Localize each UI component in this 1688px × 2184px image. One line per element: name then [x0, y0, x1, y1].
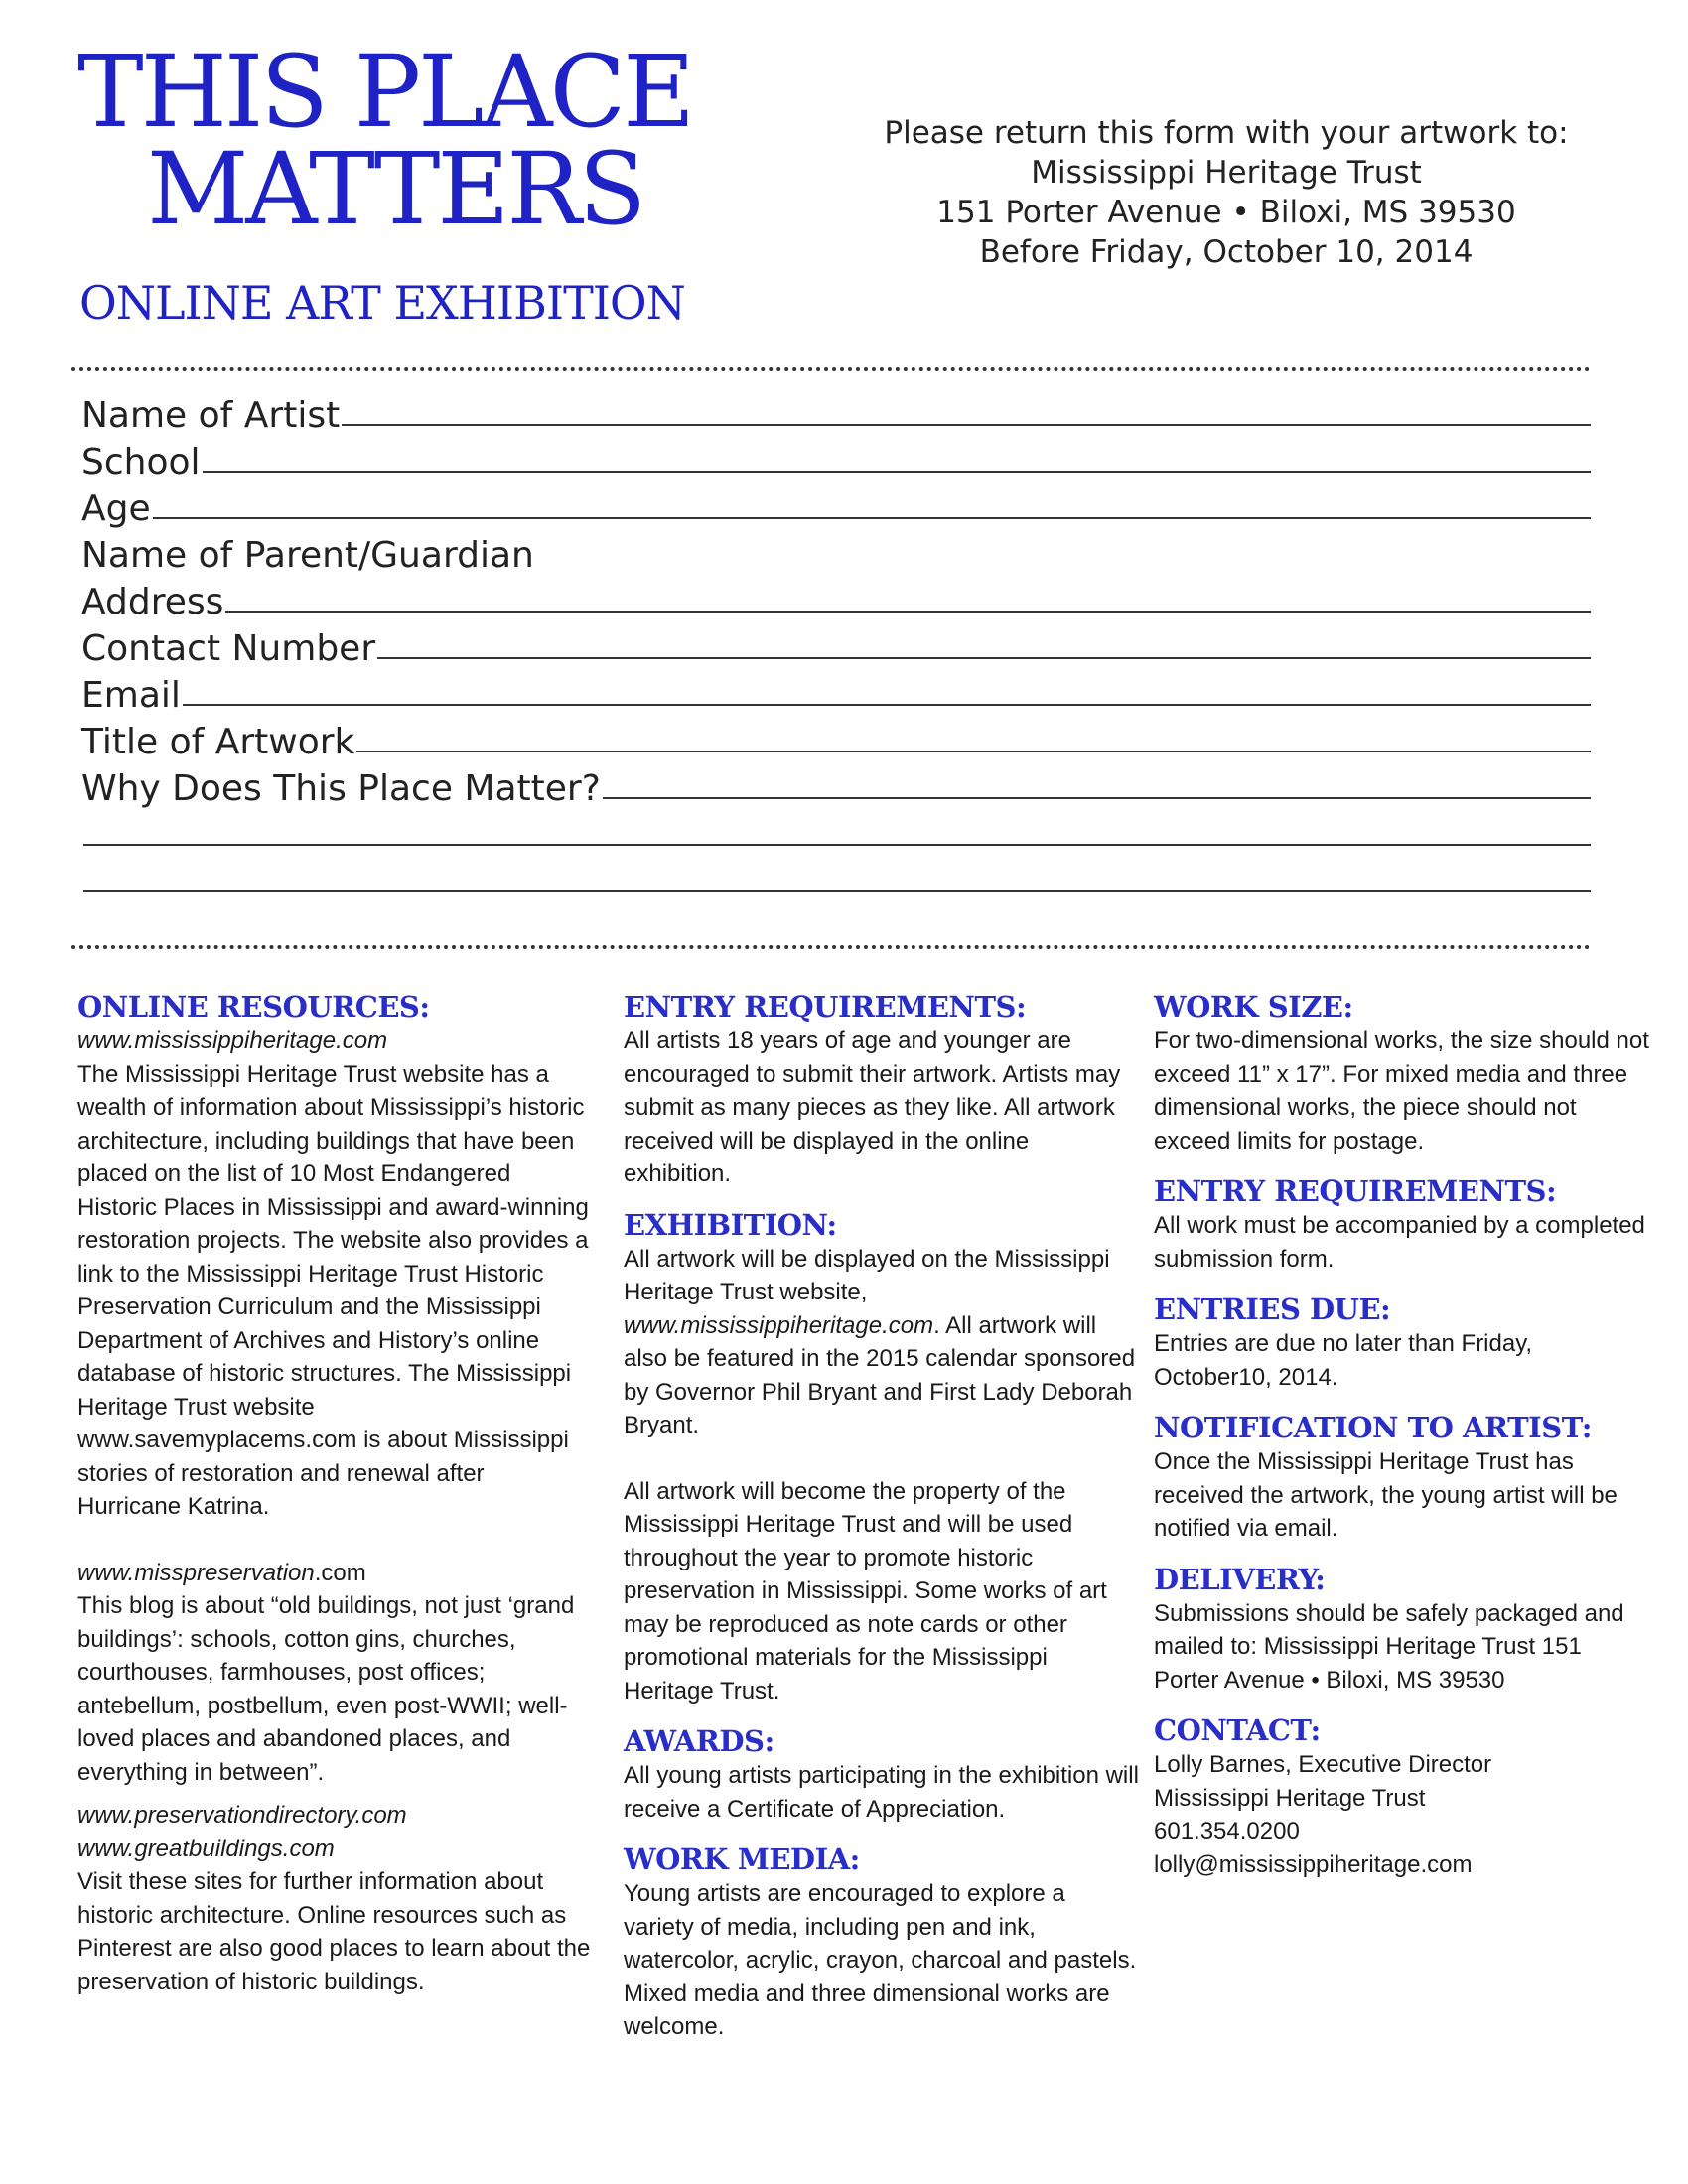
section-text: For two-dimensional works, the size should not exceed 11” x 17”. For mixed media and three dimensional works, the piece should not exceed limits for postage. [1154, 1027, 1649, 1155]
field-line[interactable] [225, 611, 1591, 613]
section-heading: NOTIFICATION TO ARTIST: [1154, 1411, 1592, 1444]
section-awards [624, 1723, 1140, 1826]
contact-org: Mississippi Heritage Trust [1154, 1784, 1426, 1812]
inline-link[interactable]: www.mississippiheritage.com [624, 1311, 934, 1339]
section-text: All work must be accompanied by a completed submission form. [1154, 1212, 1645, 1273]
field-label: Address [81, 582, 224, 622]
field-label: Title of Artwork [81, 722, 355, 762]
column-requirements [624, 989, 1140, 2060]
resource-link[interactable]: www.mississippiheritage.com [77, 1027, 388, 1054]
resource-link[interactable]: www.greatbuildings.com [77, 1835, 335, 1862]
field-line[interactable] [603, 797, 1591, 799]
field-label: School [81, 442, 201, 482]
resource-text: This blog is about “old buildings, not just ‘grand buildings’: schools, cotton gins, churches, courthouses, farmhouses, post offices; antebellum, postbellum, even post-WWII; well-loved places and abandoned places, and everything in between”. [77, 1592, 575, 1786]
field-line[interactable] [153, 517, 1591, 519]
section-text: All artwork will become the property of the Mississippi Heritage Trust and will be used throughout the year to promote historic preservation in Mississippi. Some works of art may be reproduced as note cards or other promotional materials for the Mississippi Heritage Trust. [624, 1477, 1107, 1705]
field-label: Name of Artist [81, 395, 341, 436]
section-heading: ENTRY REQUIREMENTS: [624, 990, 1027, 1024]
field-why-matter[interactable] [81, 762, 1591, 809]
section-text: Entries are due no later than Friday, October10, 2014. [1154, 1330, 1533, 1391]
section-delivery [1154, 1562, 1650, 1698]
field-address[interactable] [81, 576, 1591, 622]
page-title [77, 34, 693, 247]
dotted-divider-top [71, 367, 1591, 371]
contact-name: Lolly Barnes, Executive Director [1154, 1751, 1492, 1778]
field-label: Email [81, 675, 181, 716]
section-work-media [624, 1842, 1140, 2044]
field-why-matter-line-2[interactable] [81, 809, 1591, 856]
dotted-divider-bottom [71, 945, 1591, 949]
section-exhibition [624, 1207, 1140, 1708]
section-work-size [1154, 989, 1650, 1158]
section-heading: WORK SIZE: [1154, 990, 1353, 1024]
field-contact-number[interactable] [81, 622, 1591, 669]
resource-text: The Mississippi Heritage Trust website has a wealth of information about Mississippi’s historic architecture, including buildings that have been placed on the list of 10 Most Endangered Historic Places in Mississippi and award-winning restoration projects. The website also provides a link to the Mississippi Heritage Trust Historic Preservation Curriculum and the Mississippi Department of Archives and History’s online database of historic structures. The Mississippi Heritage Trust website www.savemyplacems.com is about Mississippi stories of restoration and renewal after Hurricane Katrina. [77, 1060, 589, 1520]
field-line[interactable] [203, 471, 1591, 473]
column-online-resources [77, 989, 594, 1998]
section-text: Young artists are encouraged to explore a variety of media, including pen and ink, watercolor, acrylic, crayon, charcoal and pastels. Mixed media and three dimensional works are welcome. [624, 1880, 1137, 2040]
section-text: All artists 18 years of age and younger are encouraged to submit their artwork. Artists may submit as many pieces as they like. All artwork received will be displayed in the online exhibition. [624, 1027, 1121, 1187]
field-line[interactable] [183, 704, 1591, 706]
section-heading: DELIVERY: [1154, 1562, 1326, 1596]
return-line: 151 Porter Avenue • Biloxi, MS 39530 [936, 195, 1516, 230]
field-age[interactable] [81, 482, 1591, 529]
title-line-1: THIS PLACE [77, 34, 693, 150]
section-heading: ENTRIES DUE: [1154, 1293, 1391, 1326]
field-label: Why Does This Place Matter? [81, 768, 601, 809]
section-heading: EXHIBITION: [624, 1207, 837, 1242]
resource-link[interactable] [77, 1557, 594, 1590]
section-heading: WORK MEDIA: [624, 1843, 860, 1876]
submission-form [81, 389, 1591, 902]
field-artwork-title[interactable] [81, 716, 1591, 762]
section-heading: ONLINE RESOURCES: [77, 990, 430, 1024]
link-italic-part[interactable]: www.misspreservation [77, 1559, 315, 1586]
section-entry-requirements [624, 989, 1140, 1191]
field-line[interactable] [83, 890, 1591, 892]
section-notification [1154, 1410, 1650, 1546]
contact-phone[interactable]: 601.354.0200 [1154, 1818, 1300, 1844]
resource-link[interactable]: www.preservationdirectory.com [77, 1802, 407, 1829]
return-line: Please return this form with your artwork to: [884, 115, 1569, 151]
field-label: Age [81, 488, 151, 529]
return-instructions [824, 113, 1628, 272]
section-heading: AWARDS: [624, 1724, 774, 1758]
field-line[interactable] [377, 657, 1591, 659]
field-label: Name of Parent/Guardian [81, 535, 534, 576]
section-text: All young artists participating in the exhibition will receive a Certificate of Appreciation. [624, 1762, 1139, 1823]
field-line[interactable] [83, 844, 1591, 846]
field-label: Contact Number [81, 628, 376, 669]
link-tail[interactable]: .com [314, 1559, 366, 1586]
resource-text: Visit these sites for further information about historic architecture. Online resources such as Pinterest are also good places to learn about the preservation of historic buildings. [77, 1868, 591, 1995]
field-line[interactable] [356, 751, 1591, 752]
return-line: Mississippi Heritage Trust [1031, 155, 1422, 191]
field-line[interactable] [342, 424, 1591, 426]
field-school[interactable] [81, 436, 1591, 482]
section-text: Once the Mississippi Heritage Trust has received the artwork, the young artist will be notified via email. [1154, 1448, 1618, 1542]
text-part: . All artwork will also be featured in the 2015 calendar sponsored by Governor Phil Bryant and First Lady Deborah Bryant. [624, 1311, 1136, 1438]
section-text [624, 1243, 1140, 1442]
return-line: Before Friday, October 10, 2014 [979, 234, 1474, 270]
section-entry-requirements [1154, 1173, 1650, 1276]
section-heading: CONTACT: [1154, 1713, 1321, 1747]
text-part: All artwork will be displayed on the Mississippi Heritage Trust website, [624, 1245, 1110, 1305]
field-parent-guardian[interactable] [81, 529, 1591, 576]
column-details [1154, 989, 1650, 1897]
contact-email[interactable]: lolly@mississippiheritage.com [1154, 1850, 1473, 1878]
section-heading: ENTRY REQUIREMENTS: [1154, 1174, 1557, 1208]
field-why-matter-line-3[interactable] [81, 856, 1591, 902]
title-line-2: MATTERS [147, 131, 644, 247]
page-subtitle: ONLINE ART EXHIBITION [79, 276, 685, 330]
field-email[interactable] [81, 669, 1591, 716]
section-contact [1154, 1712, 1650, 1881]
section-text: Submissions should be safely packaged and mailed to: Mississippi Heritage Trust 151 Porter Avenue • Biloxi, MS 39530 [1154, 1599, 1624, 1694]
section-entries-due [1154, 1292, 1650, 1394]
field-artist-name[interactable] [81, 389, 1591, 436]
